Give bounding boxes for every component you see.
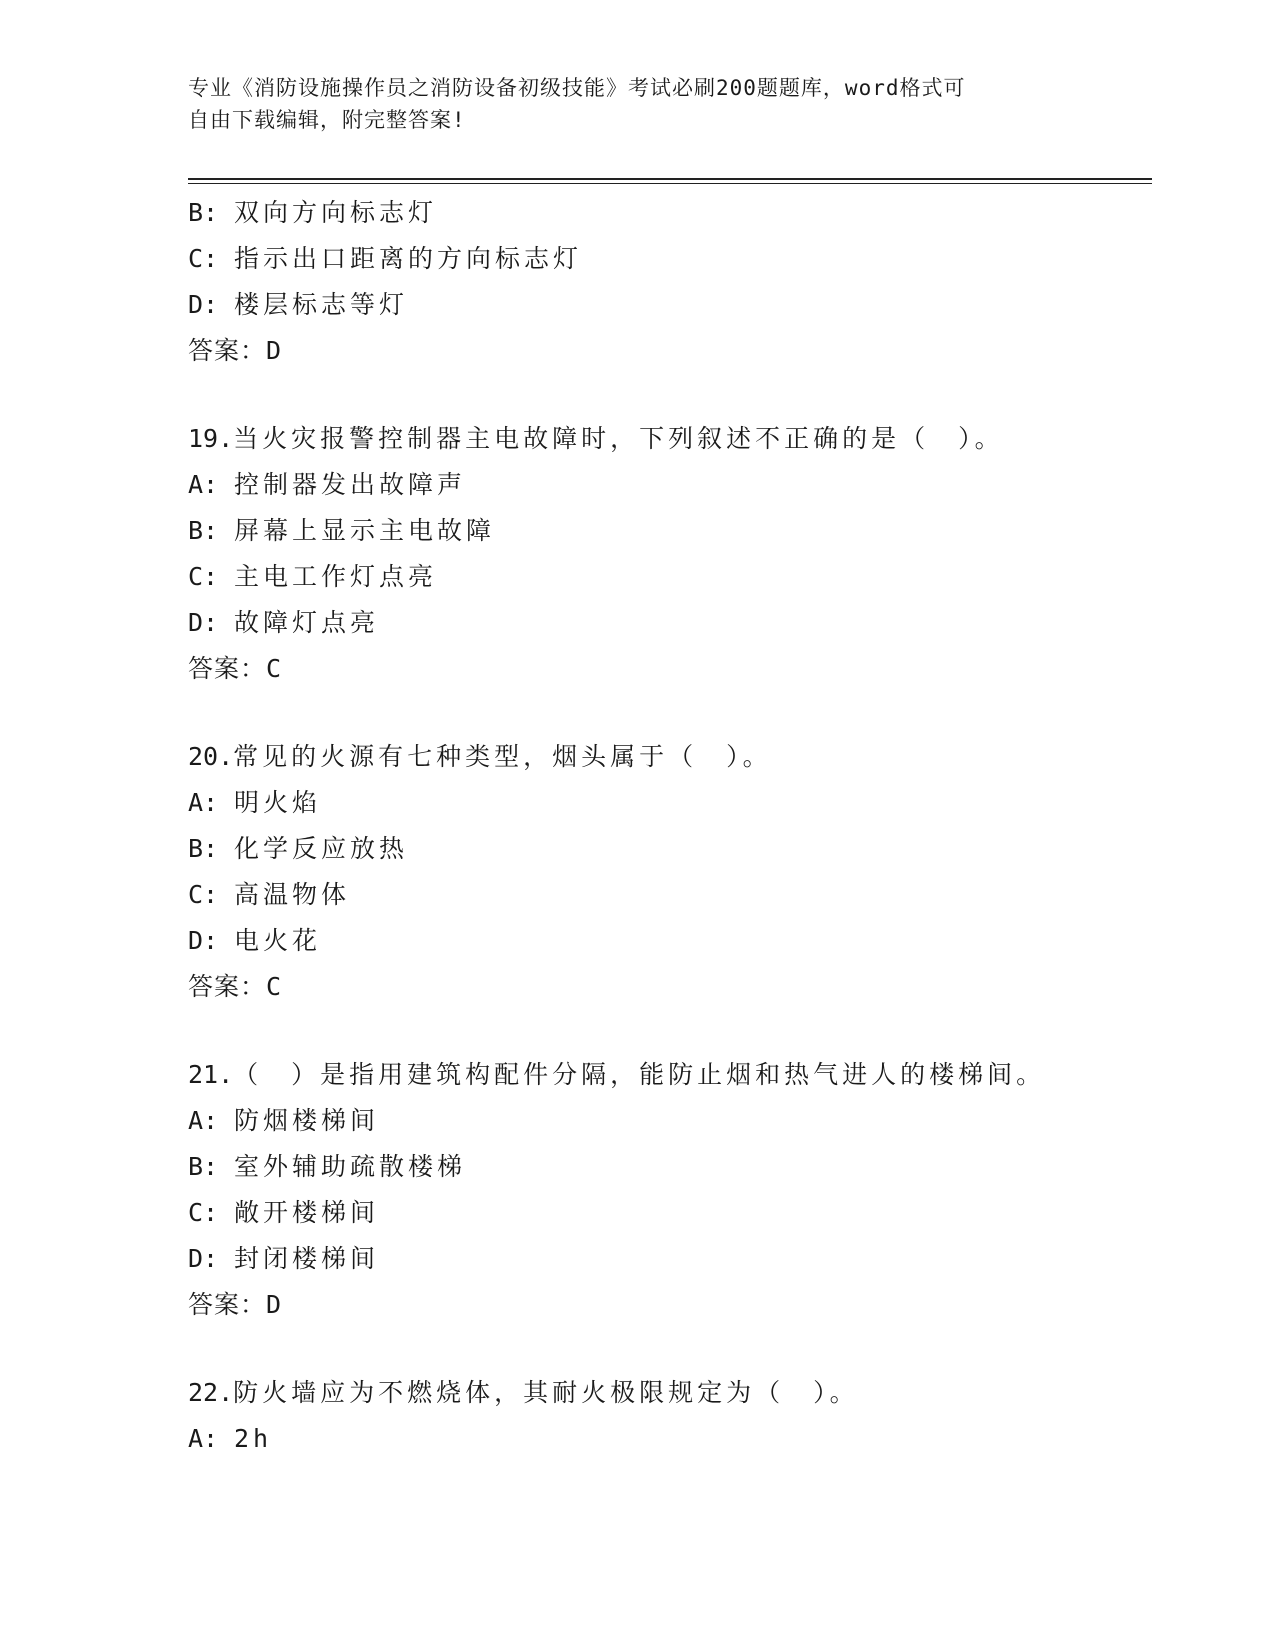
answer-label: 答案： [188, 336, 267, 365]
option-a [188, 780, 1152, 826]
option-d [188, 918, 1152, 964]
header-rule-thin [188, 183, 1152, 184]
option-key: D: [188, 1244, 219, 1273]
option-b [188, 508, 1152, 554]
question-number: 20. [188, 742, 234, 771]
question-text: 常见的火源有七种类型，烟头属于（ ）。 [233, 742, 772, 771]
option-b [188, 1144, 1152, 1190]
question-stem [188, 1370, 1152, 1416]
question-block-21 [188, 1052, 1152, 1328]
option-key: B: [188, 1152, 219, 1181]
option-text: 双向方向标志灯 [234, 198, 438, 227]
answer-value: C [266, 972, 283, 1001]
question-stem [188, 1052, 1152, 1098]
option-d [188, 1236, 1152, 1282]
option-text: 明火焰 [234, 788, 322, 817]
question-block-20 [188, 734, 1152, 1010]
option-text: 室外辅助疏散楼梯 [234, 1152, 467, 1181]
answer-line [188, 328, 1152, 374]
question-text: （ ）是指用建筑构配件分隔，能防止烟和热气进人的楼梯间。 [233, 1060, 1046, 1089]
option-b [188, 826, 1152, 872]
option-b [188, 190, 1152, 236]
option-key: C: [188, 562, 219, 591]
question-stem [188, 416, 1152, 462]
question-list [188, 190, 1152, 1462]
option-text: 电火花 [234, 926, 322, 955]
option-c [188, 554, 1152, 600]
option-text: 控制器发出故障声 [234, 470, 467, 499]
question-block-18-continued [188, 190, 1152, 374]
question-number: 19. [188, 424, 234, 453]
option-key: B: [188, 834, 219, 863]
option-text: 防烟楼梯间 [234, 1106, 380, 1135]
option-text: 敞开楼梯间 [234, 1198, 380, 1227]
option-text: 高温物体 [234, 880, 351, 909]
option-key: C: [188, 880, 219, 909]
option-key: A: [188, 1424, 219, 1453]
option-key: A: [188, 1106, 219, 1135]
option-text: 化学反应放热 [234, 834, 409, 863]
option-a [188, 1416, 1152, 1462]
option-a [188, 1098, 1152, 1144]
answer-label: 答案： [188, 654, 267, 683]
question-text: 当火灾报警控制器主电故障时，下列叙述不正确的是（ ）。 [233, 424, 1004, 453]
option-text: 楼层标志等灯 [234, 290, 409, 319]
option-key: D: [188, 926, 219, 955]
question-stem [188, 734, 1152, 780]
answer-label: 答案： [188, 1290, 267, 1319]
option-key: D: [188, 608, 219, 637]
option-text: 2h [234, 1424, 273, 1453]
header-rule-thick [188, 178, 1152, 180]
question-text: 防火墙应为不燃烧体，其耐火极限规定为（ ）。 [233, 1378, 859, 1407]
question-number: 22. [188, 1378, 234, 1407]
option-text: 封闭楼梯间 [234, 1244, 380, 1273]
answer-line [188, 964, 1152, 1010]
question-number: 21. [188, 1060, 234, 1089]
option-a [188, 462, 1152, 508]
answer-line [188, 646, 1152, 692]
question-block-22 [188, 1370, 1152, 1462]
option-d [188, 282, 1152, 328]
option-key: C: [188, 1198, 219, 1227]
option-text: 指示出口距离的方向标志灯 [234, 244, 583, 273]
header-title-line-2: 自由下载编辑，附完整答案! [188, 108, 466, 132]
header-title-line-1: 专业《消防设施操作员之消防设备初级技能》考试必刷200题题库，word格式可 [188, 76, 966, 100]
question-block-19 [188, 416, 1152, 692]
option-key: D: [188, 290, 219, 319]
option-key: A: [188, 788, 219, 817]
option-key: C: [188, 244, 219, 273]
option-c [188, 872, 1152, 918]
document-header [188, 72, 1088, 136]
answer-label: 答案： [188, 972, 267, 1001]
option-text: 屏幕上显示主电故障 [234, 516, 496, 545]
answer-line [188, 1282, 1152, 1328]
option-d [188, 600, 1152, 646]
answer-value: D [266, 1290, 283, 1319]
option-text: 主电工作灯点亮 [234, 562, 438, 591]
option-key: B: [188, 516, 219, 545]
answer-value: C [266, 654, 283, 683]
option-key: A: [188, 470, 219, 499]
answer-value: D [266, 336, 283, 365]
option-c [188, 236, 1152, 282]
option-text: 故障灯点亮 [234, 608, 380, 637]
option-c [188, 1190, 1152, 1236]
option-key: B: [188, 198, 219, 227]
